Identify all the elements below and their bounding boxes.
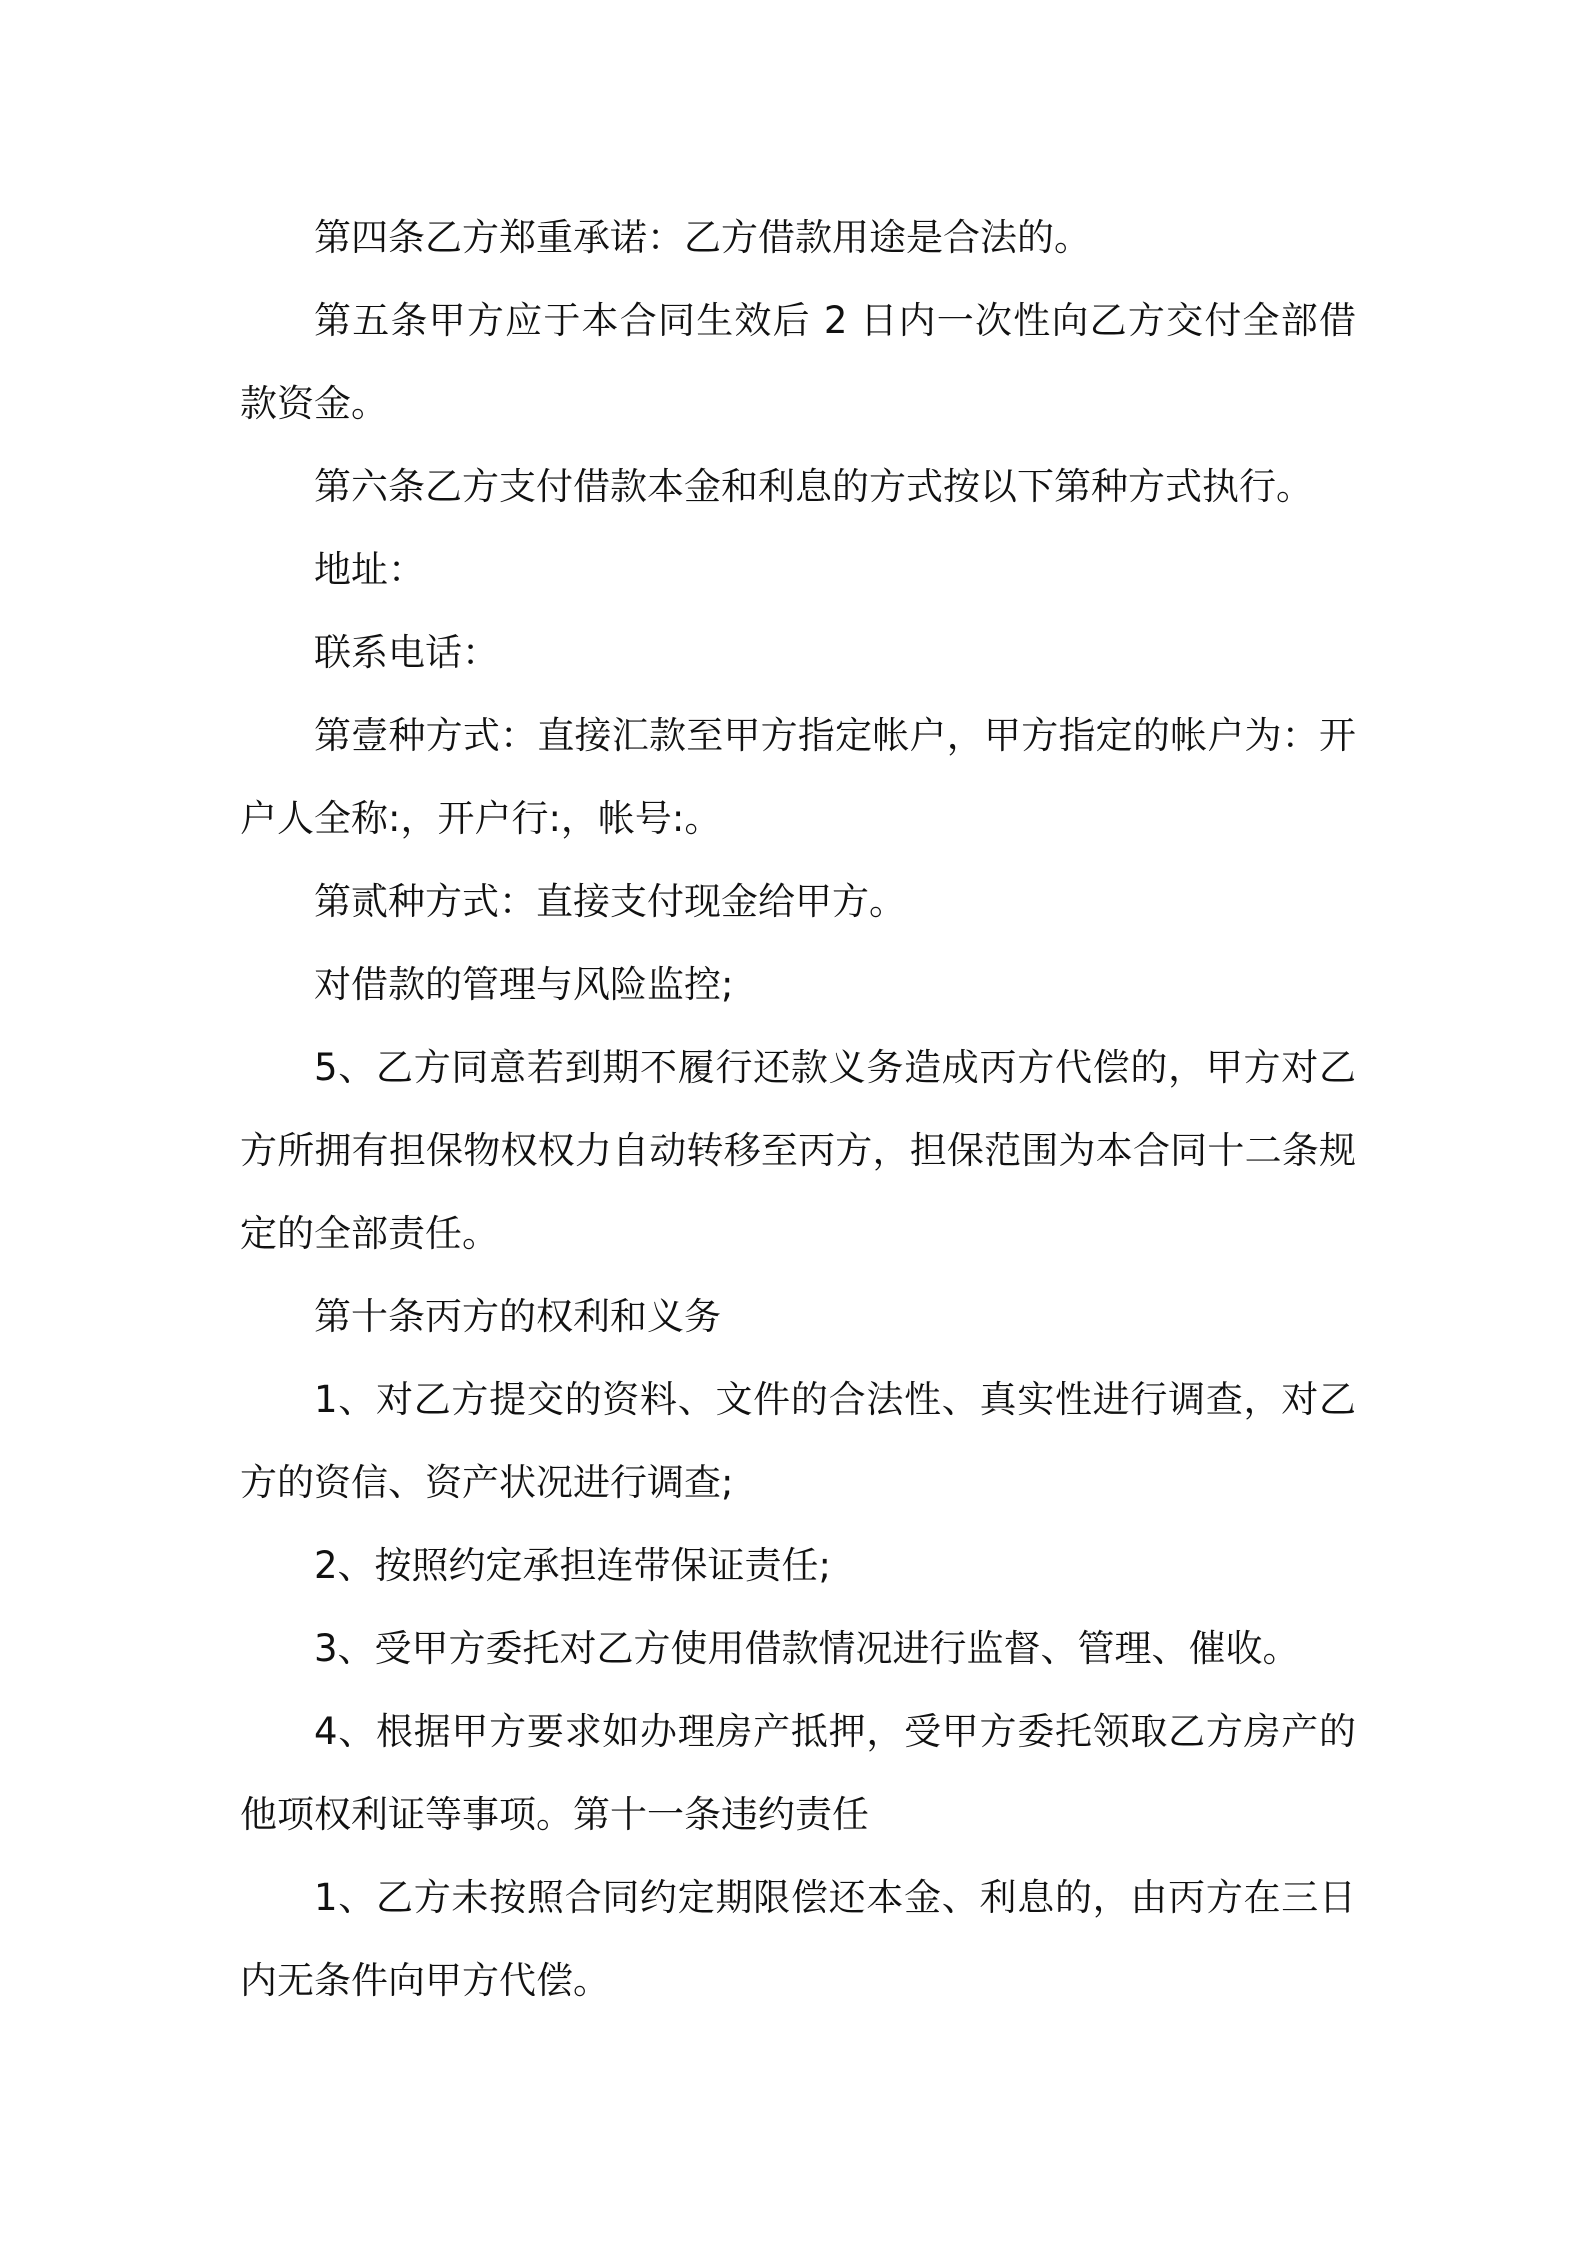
paragraph-item-5: 5、乙方同意若到期不履行还款义务造成丙方代偿的，甲方对乙方所拥有担保物权权力自动转移至丙方，担保范围为本合同十二条规定的全部责任。 (240, 1046, 1356, 1255)
paragraph-article-11-item-1: 1、乙方未按照合同约定期限偿还本金、利息的，由丙方在三日内无条件向甲方代偿。 (240, 1876, 1356, 2002)
paragraph-article-10-item-2: 2、按照约定承担连带保证责任; (314, 1544, 832, 1587)
paragraph-article-10-item-1: 1、对乙方提交的资料、文件的合法性、真实性进行调查，对乙方的资信、资产状况进行调查; (240, 1378, 1356, 1504)
paragraph-article-4: 第四条乙方郑重承诺：乙方借款用途是合法的。 (314, 216, 1091, 259)
paragraph-article-10-item-4: 4、根据甲方要求如办理房产抵押，受甲方委托领取乙方房产的他项权利证等事项。第十一条违约责任 (240, 1710, 1356, 1836)
paragraph-payment-method-2: 第贰种方式：直接支付现金给甲方。 (314, 880, 906, 923)
document-body (240, 196, 1356, 2022)
paragraph-article-10: 第十条丙方的权利和义务 (314, 1295, 721, 1338)
paragraph-article-6: 第六条乙方支付借款本金和利息的方式按以下第种方式执行。 (314, 465, 1313, 508)
paragraph-payment-method-1: 第壹种方式：直接汇款至甲方指定帐户，甲方指定的帐户为：开户人全称:，开户行:，帐号:。 (240, 714, 1356, 840)
paragraph-article-5: 第五条甲方应于本合同生效后 2 日内一次性向乙方交付全部借款资金。 (240, 299, 1356, 425)
paragraph-risk-monitoring: 对借款的管理与风险监控; (314, 963, 734, 1006)
paragraph-phone: 联系电话： (314, 631, 499, 674)
paragraph-article-10-item-3: 3、受甲方委托对乙方使用借款情况进行监督、管理、催收。 (314, 1627, 1300, 1670)
paragraph-address: 地址： (314, 548, 425, 591)
